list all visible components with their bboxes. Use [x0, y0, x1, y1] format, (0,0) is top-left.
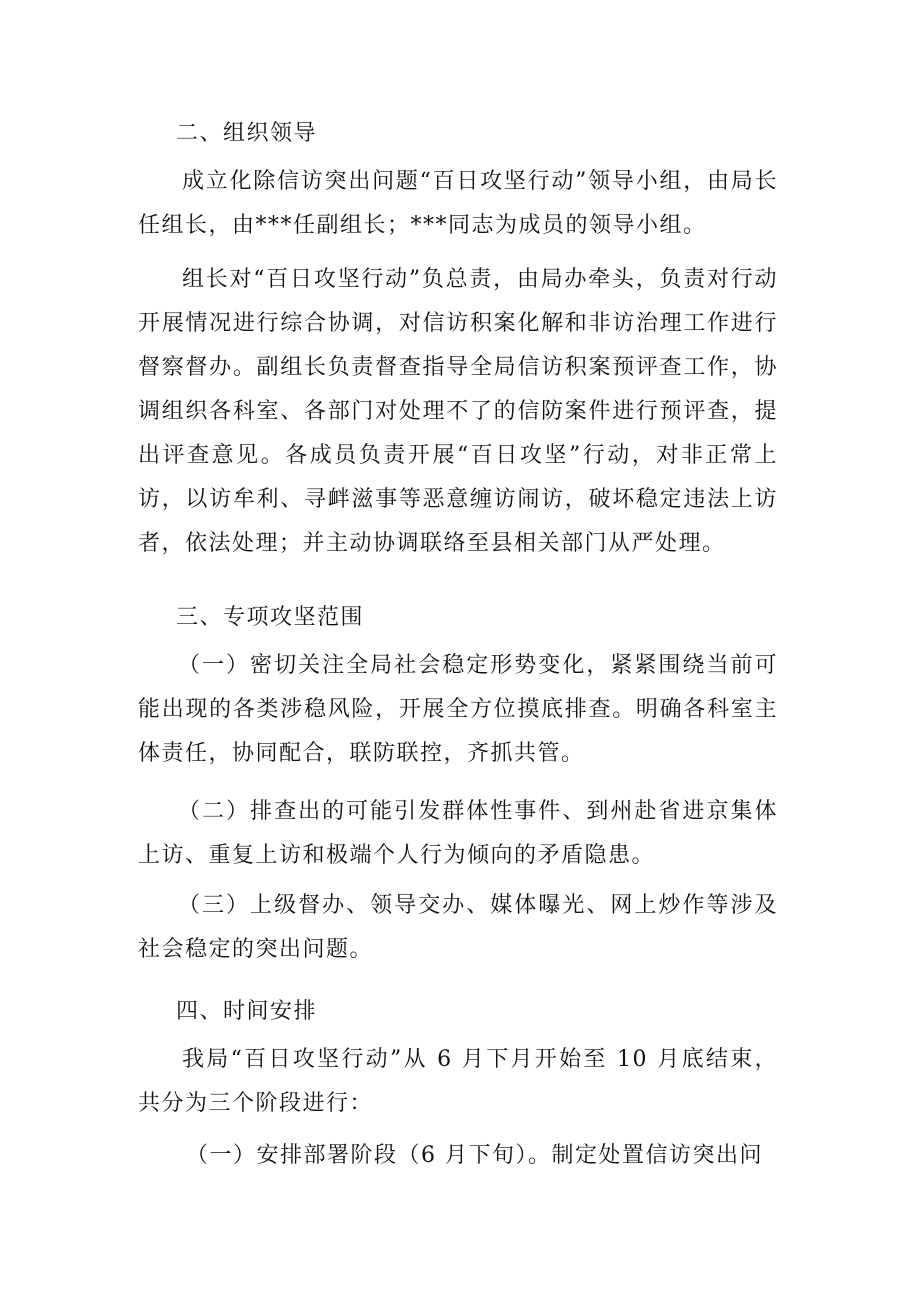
paragraph-scope-item-3: （三）上级督办、领导交办、媒体曝光、网上炒作等涉及社会稳定的突出问题。 [138, 893, 778, 962]
section-heading-schedule: 四、时间安排 [176, 999, 318, 1024]
paragraph-scope-item-1: （一）密切关注全局社会稳定形势变化，紧紧围绕当前可能出现的各类涉稳风险，开展全方位摸底排查。明确各科室主体责任，协同配合，联防联控，齐抓共管。 [138, 653, 778, 766]
paragraph-schedule-phase-1: （一）安排部署阶段（6 月下旬）。制定处置信访突出问 [186, 1143, 763, 1168]
paragraph-leading-group: 成立化除信访突出问题“百日攻坚行动”领导小组，由局长任组长，由***任副组长；***同志为成员的领导小组。 [138, 169, 778, 238]
paragraph-schedule-intro: 我局“百日攻坚行动”从 6 月下月开始至 10 月底结束，共分为三个阶段进行： [138, 1047, 778, 1116]
paragraph-scope-item-2: （二）排查出的可能引发群体性事件、到州赴省进京集体上访、重复上访和极端个人行为倾向的矛盾隐患。 [138, 799, 778, 868]
paragraph-responsibilities: 组长对“百日攻坚行动”负总责，由局办牵头，负责对行动开展情况进行综合协调，对信访积案化解和非访治理工作进行督察督办。副组长负责督查指导全局信访积案预评查工作，协调组织各科室、各部门对处理不了的信防案件进行预评查，提出评查意见。各成员负责开展“百日攻坚”行动，对非正常上访，以访牟利、寻衅滋事等恶意缠访闹访，破坏稳定违法上访者，依法处理；并主动协调联络至县相关部门从严处理。 [138, 267, 778, 556]
section-heading-organization: 二、组织领导 [176, 121, 318, 146]
section-heading-scope: 三、专项攻坚范围 [176, 605, 365, 630]
